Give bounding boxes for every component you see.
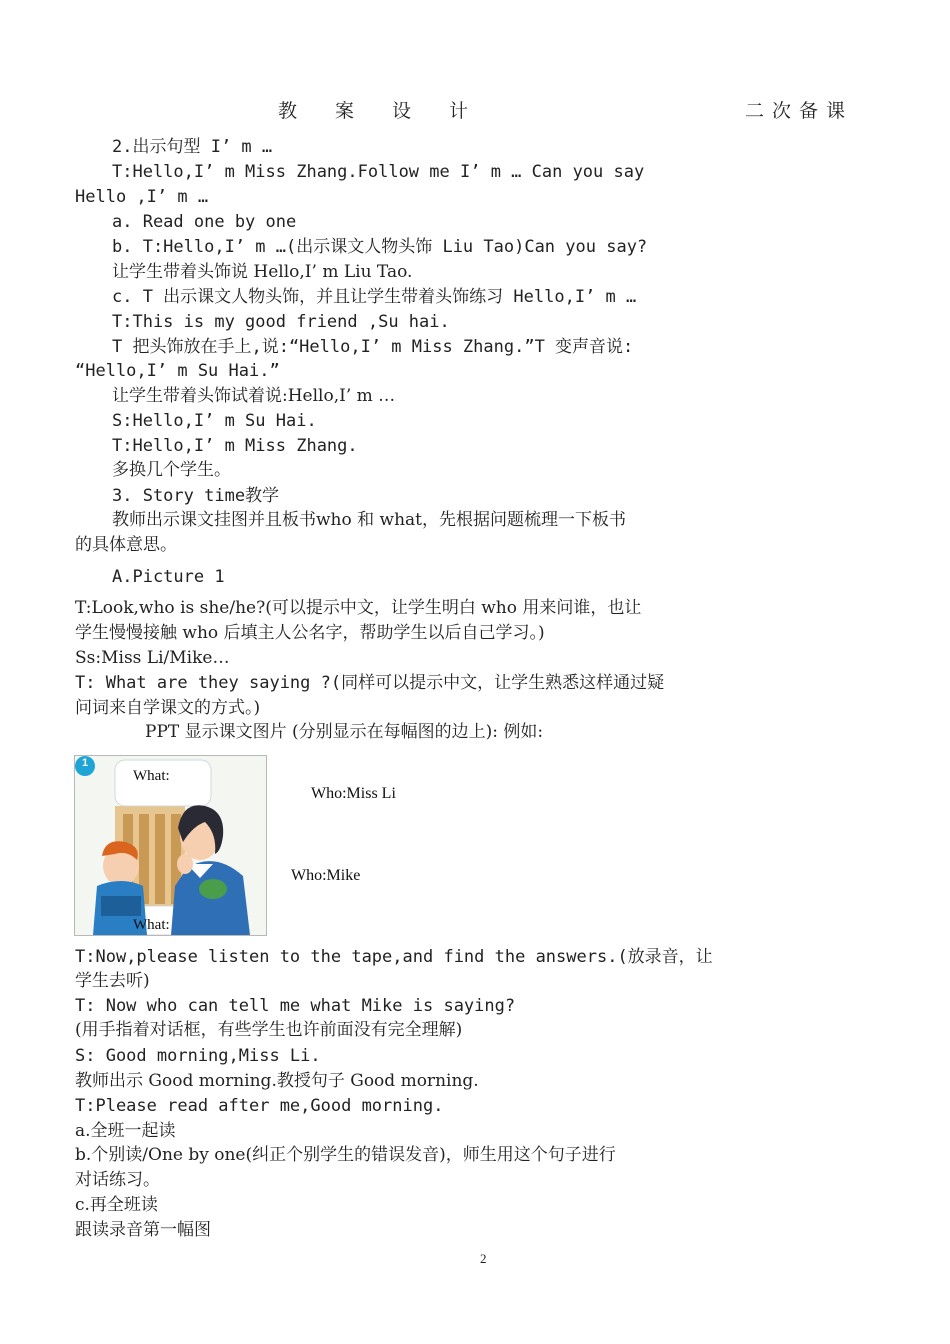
text-line: T: Now who can tell me what Mike is saying? [75, 996, 516, 1016]
text-line: Hello ,I’ m … [75, 187, 209, 207]
text-line: 多换几个学生。 [112, 460, 231, 480]
page-title [278, 96, 506, 123]
text-line: T:Please read after me,Good morning. [75, 1096, 444, 1116]
text-line: A.Picture 1 [112, 567, 225, 587]
text-line: b. T:Hello,I’ m …(出示课文人物头饰 Liu Tao)Can you say? [112, 237, 648, 257]
text-line: c. T 出示课文人物头饰，并且让学生带着头饰练习 Hello,I’ m … [112, 287, 637, 307]
text-line: 的具体意思。 [75, 535, 177, 555]
text-line: (用手指着对话框，有些学生也许前面没有完全理解) [75, 1020, 463, 1040]
text-line: S:Hello,I’ m Su Hai. [112, 411, 317, 431]
text-line: 对话练习。 [75, 1170, 160, 1190]
text-line: 学生去听) [75, 971, 150, 991]
text-line: S: Good morning,Miss Li. [75, 1046, 321, 1066]
text-line: c.再全班读 [75, 1195, 158, 1215]
text-line: 让学生带着头饰说 Hello,I’ m Liu Tao. [112, 262, 413, 282]
text-line: 让学生带着头饰试着说:Hello,I’ m … [112, 386, 396, 406]
header-right-char: 次 [772, 100, 792, 122]
title-char: 案 [335, 100, 355, 122]
header-right-char: 课 [826, 100, 846, 122]
text-line: Ss:Miss Li/Mike… [75, 648, 230, 668]
title-char: 计 [449, 100, 469, 122]
who-label-mike: Who:Mike [291, 867, 361, 884]
text-line: 学生慢慢接触 who 后填主人公名字，帮助学生以后自己学习。) [75, 623, 545, 643]
text-line: T: What are they saying ?(同样可以提示中文，让学生熟悉这样通过疑 [75, 673, 665, 693]
header-right-char: 备 [799, 100, 819, 122]
text-line: 教师出示 Good morning.教授句子 Good morning. [75, 1071, 479, 1091]
text-line: PPT 显示课文图片 (分别显示在每幅图的边上): 例如: [145, 722, 544, 742]
text-line: 教师出示课文挂图并且板书who 和 what，先根据问题梳理一下板书 [112, 510, 627, 530]
story-picture [74, 755, 267, 936]
what-label-top: What: [133, 768, 170, 784]
text-line: 问词来自学课文的方式。) [75, 698, 261, 718]
text-line: 2.出示句型 I’ m … [112, 137, 273, 157]
text-line: T:Hello,I’ m Miss Zhang. [112, 436, 358, 456]
title-char: 设 [392, 100, 412, 122]
text-line: “Hello,I’ m Su Hai.” [75, 361, 280, 381]
header-right-label [745, 96, 853, 123]
picture-number-badge: 1 [81, 757, 89, 769]
text-line: 3. Story time教学 [112, 486, 280, 506]
text-line: T 把头饰放在手上,说:“Hello,I’ m Miss Zhang.”T 变声音说: [112, 337, 634, 357]
text-line: a. Read one by one [112, 212, 297, 232]
text-line: a.全班一起读 [75, 1121, 176, 1141]
text-line: T:This is my good friend ,Su hai. [112, 312, 450, 332]
what-label-bottom: What: [133, 917, 170, 933]
text-line: b.个别读/One by one(纠正个别学生的错误发音)，师生用这个句子进行 [75, 1145, 616, 1165]
story-illustration [75, 756, 266, 935]
text-line: T:Hello,I’ m Miss Zhang.Follow me I’ m … Can you say [112, 162, 645, 182]
title-char: 教 [278, 100, 298, 122]
who-label-miss-li: Who:Miss Li [311, 785, 396, 802]
page-number: 2 [480, 1251, 487, 1266]
text-line: T:Look,who is she/he?(可以提示中文，让学生明白 who 用来问谁，也让 [75, 598, 642, 618]
text-line: T:Now,please listen to the tape,and find the answers.(放录音，让 [75, 947, 713, 967]
header-right-char: 二 [745, 100, 765, 122]
text-line: 跟读录音第一幅图 [75, 1220, 211, 1240]
